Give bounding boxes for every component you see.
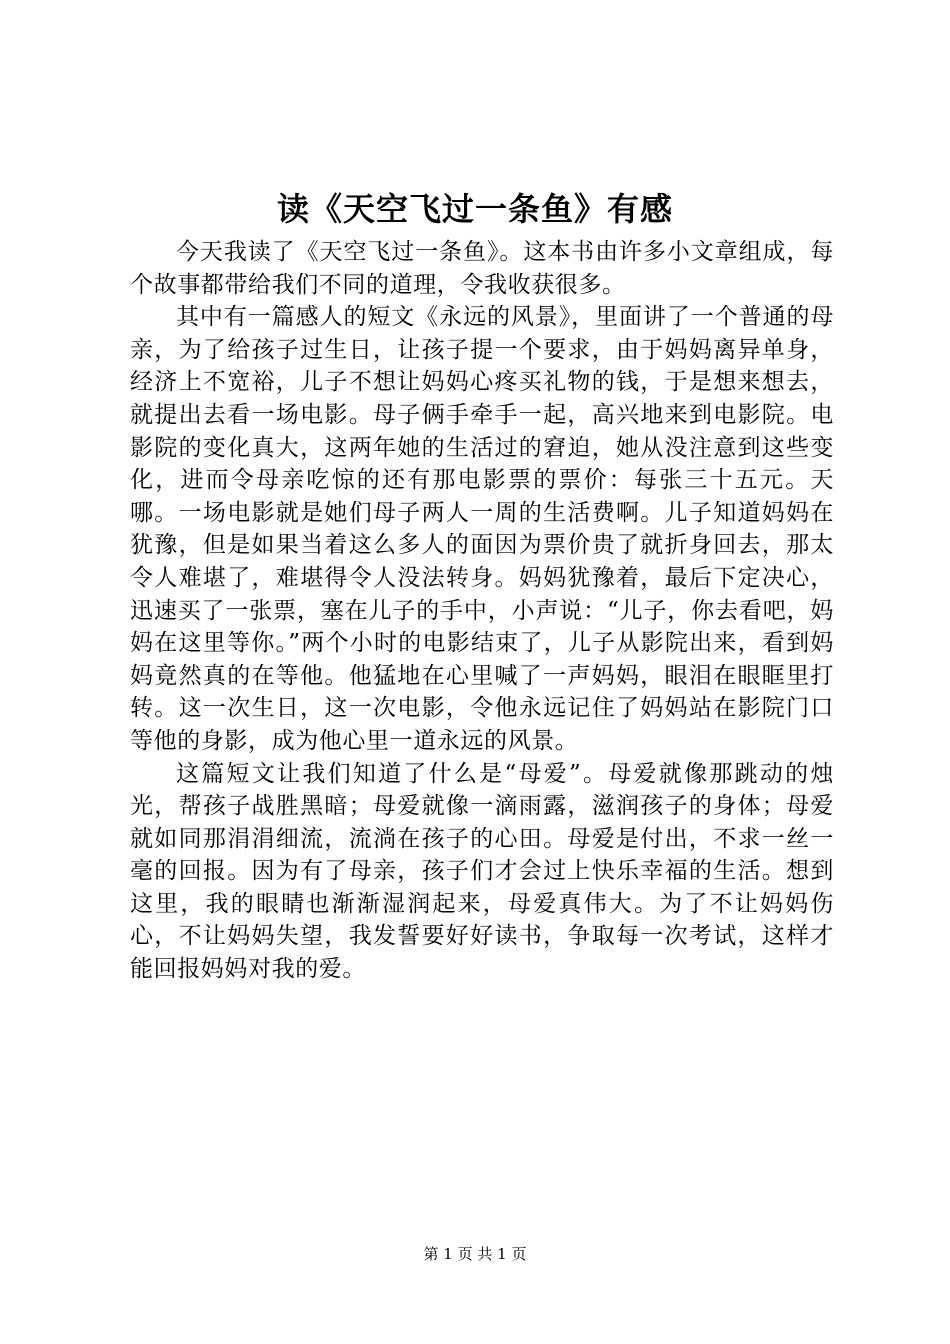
page-number-footer: 第 1 页 共 1 页 (423, 1245, 527, 1263)
paragraph-intro: 今天我读了《天空飞过一条鱼》。这本书由许多小文章组成，每个故事都带给我们不同的道理，令我收获很多。 (130, 239, 834, 298)
paragraph-reflection: 这篇短文让我们知道了什么是“母爱”。母爱就像那跳动的烛光，帮孩子战胜黑暗；母爱就像一滴雨露，滋润孩子的身体；母爱就如同那涓涓细流，流淌在孩子的心田。母爱是付出，不求一丝一毫的回报。因为有了母亲，孩子们才会过上快乐幸福的生活。想到这里，我的眼睛也渐渐湿润起来，母爱真伟大。为了不让妈妈伤心，不让妈妈失望，我发誓要好好读书，争取每一次考试，这样才能回报妈妈对我的爱。 (130, 760, 834, 983)
paragraph-story: 其中有一篇感人的短文《永远的风景》，里面讲了一个普通的母亲，为了给孩子过生日，让孩子提一个要求，由于妈妈离异单身，经济上不宽裕，儿子不想让妈妈心疼买礼物的钱，于是想来想去，就提出去看一场电影。母子俩手牵手一起，高兴地来到电影院。电影院的变化真大，这两年她的生活过的窘迫，她从没注意到这些变化，进而令母亲吃惊的还有那电影票的票价：每张三十五元。天哪。一场电影就是她们母子两人一周的生活费啊。儿子知道妈妈在犹豫，但是如果当着这么多人的面因为票价贵了就折身回去，那太令人难堪了，难堪得令人没法转身。妈妈犹豫着，最后下定决心，迅速买了一张票，塞在儿子的手中，小声说：“儿子，你去看吧，妈妈在这里等你。”两个小时的电影结束了，儿子从影院出来，看到妈妈竟然真的在等他。他猛地在心里喊了一声妈妈，眼泪在眼眶里打转。这一次生日，这一次电影，令他永远记住了妈妈站在影院门口等他的身影，成为他心里一道永远的风景。 (130, 304, 834, 754)
document-title: 读《天空飞过一条鱼》有感 (276, 190, 673, 228)
document-body (130, 236, 834, 986)
